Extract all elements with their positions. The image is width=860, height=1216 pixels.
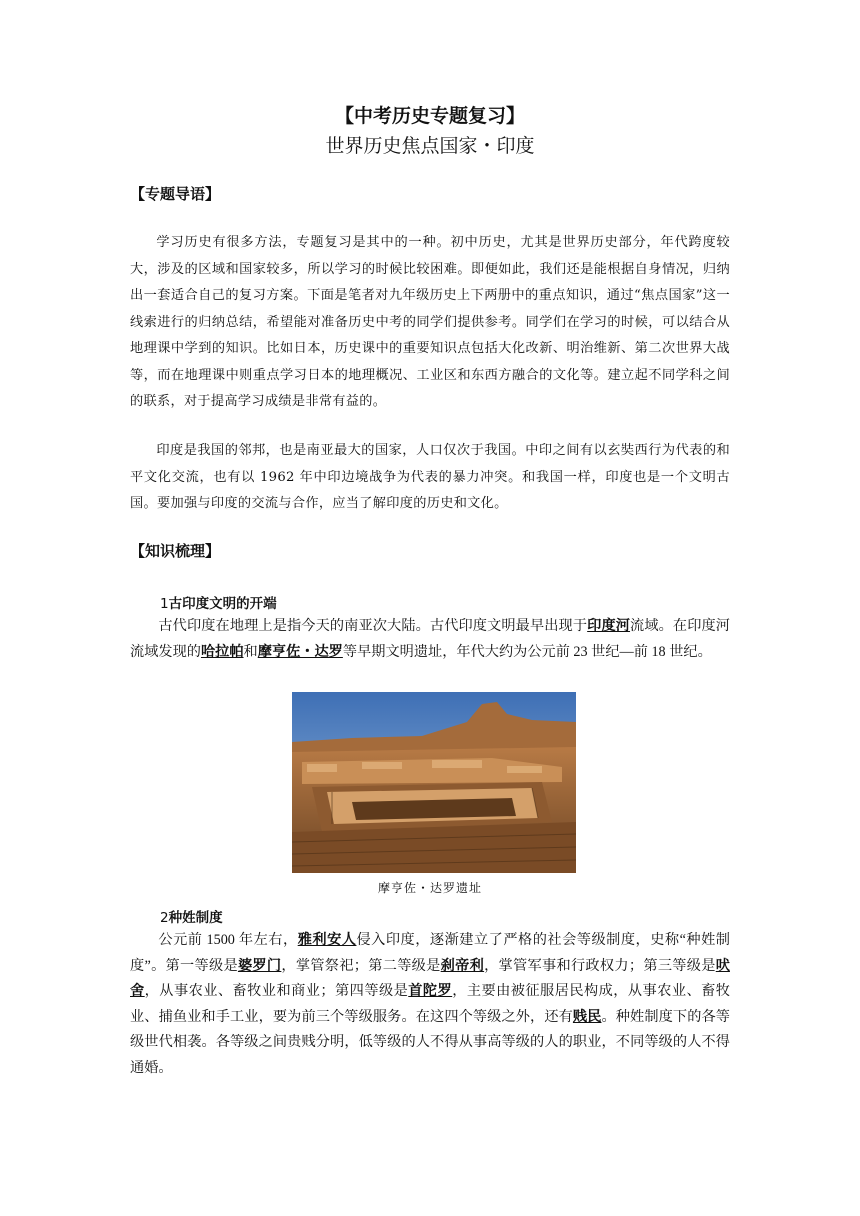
- keyword-kshatriya: 刹帝利: [440, 957, 485, 974]
- keyword-vaishya: 吠舍: [130, 957, 730, 999]
- photo-caption: 摩亨佐・达罗遗址: [377, 881, 482, 895]
- knowledge-heading: 【知识梳理】: [130, 542, 221, 560]
- section-2-paragraph: 公元前 1500 年左右，雅利安人侵入印度，逐渐建立了严格的社会等级制度，史称“种姓制度”。第一等级是婆罗门，掌管祭祀；第二等级是刹帝利，掌管军事和行政权力；第三等级是吠舍，从事农业、畜牧业和商业；第四等级是首陀罗，主要由被征服居民构成，从事农业、畜牧业、捕鱼业和手工业，要为前三个等级服务。在这四个等级之外，还有贱民。种姓制度下的各等级世代相袭。各等级之间贵贱分明，低等级的人不得从事高等级的人的职业，不同等级的人不得通婚。: [130, 932, 730, 1076]
- keyword-untouchables: 贱民: [572, 1008, 602, 1025]
- intro-heading: 【专题导语】: [130, 185, 221, 203]
- section-1-heading: [160, 592, 277, 612]
- intro-paragraph-2: 印度是我国的邻邦，也是南亚最大的国家，人口仅次于我国。中印之间有以玄奘西行为代表的和平文化交流，也有以 1962 年中印边境战争为代表的暴力冲突。和我国一样，印度也是一个文明古国。要加强与印度的交流与合作，应当了解印度的历史和文化。: [130, 443, 730, 511]
- keyword-harappa: 哈拉帕: [200, 643, 244, 660]
- section-2-title: 种姓制度: [168, 910, 223, 926]
- document-title: 【中考历史专题复习】: [334, 105, 525, 127]
- keyword-mohenjo-daro: 摩亨佐・达罗: [257, 643, 343, 660]
- keyword-indus-river: 印度河: [587, 618, 631, 634]
- keyword-aryans: 雅利安人: [297, 932, 357, 948]
- mohenjo-daro-photo: [292, 692, 576, 873]
- keyword-shudra: 首陀罗: [408, 983, 453, 999]
- intro-paragraph-1: 学习历史有很多方法，专题复习是其中的一种。初中历史，尤其是世界历史部分，年代跨度较大，涉及的区域和国家较多，所以学习的时候比较困难。即便如此，我们还是能根据自身情况，归纳出一套适合自己的复习方案。下面是笔者对九年级历史上下两册中的重点知识，通过“焦点国家”这一线索进行的归纳总结，希望能对准备历史中考的同学们提供参考。同学们在学习的时候，可以结合从地理课中学到的知识。比如日本，历史课中的重要知识点包括大化改新、明治维新、第二次世界大战等，而在地理课中则重点学习日本的地理概况、工业区和东西方融合的文化等。建立起不同学科之间的联系，对于提高学习成绩是非常有益的。: [130, 235, 730, 409]
- section-2-number: 2: [160, 910, 169, 926]
- document-subtitle: 世界历史焦点国家・印度: [325, 135, 535, 157]
- section-1-paragraph: 古代印度在地理上是指今天的南亚次大陆。古代印度文明最早出现于印度河流域。在印度河流域发现的哈拉帕和摩亨佐・达罗等早期文明遗址，年代大约为公元前 23 世纪—前 18 世纪。: [130, 618, 730, 660]
- keyword-brahmin: 婆罗门: [237, 957, 282, 974]
- section-1-title: 古印度文明的开端: [168, 596, 277, 612]
- section-2-heading: [160, 906, 223, 926]
- section-1-number: 1: [160, 596, 169, 612]
